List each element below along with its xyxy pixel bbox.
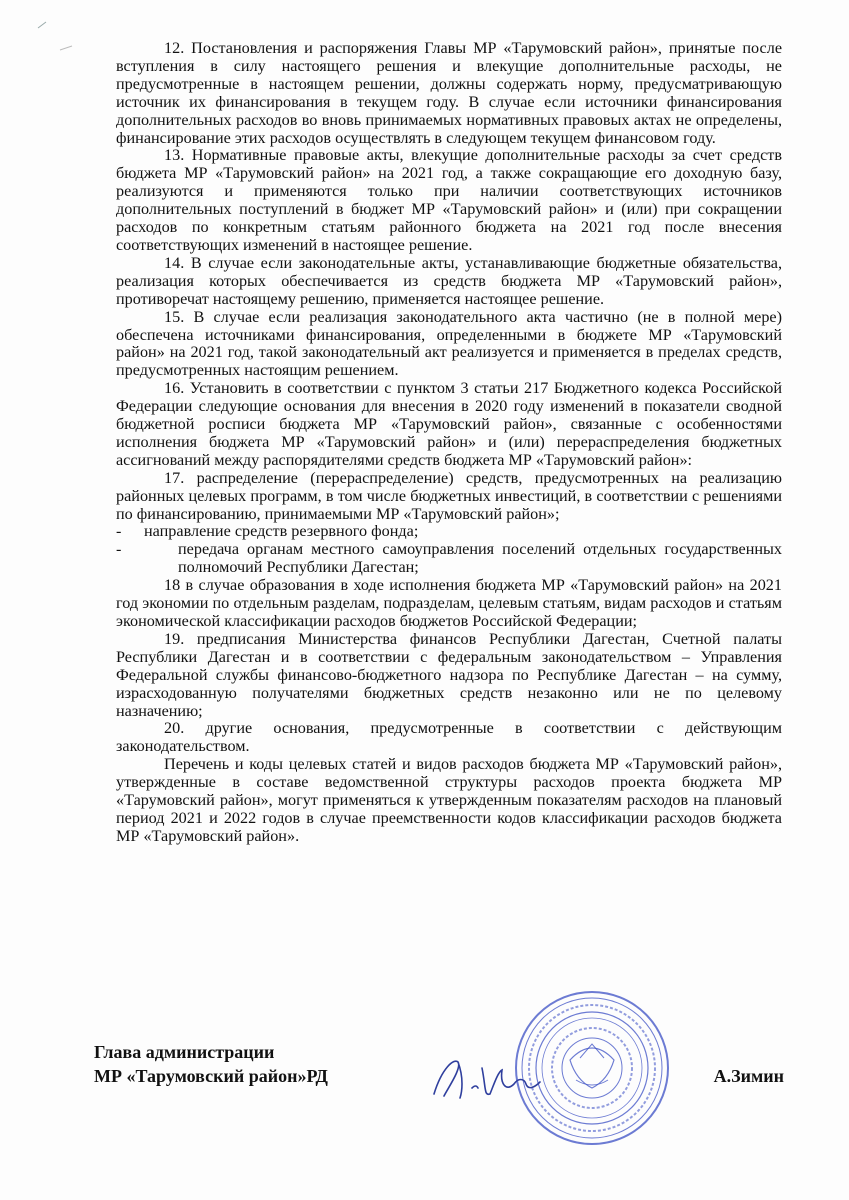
post-line-2: МР «Тарумовский район»РД [94, 1066, 328, 1086]
paragraph-19: 19. предписания Министерства финансов Республики Дагестан, Счетной палаты Республики Дагестан и в соответствии с федеральным законодательством – Управления Федеральной службы финансово-бюджетного надзора по Республике Дагестан – на сумму, израсходованную получателями бюджетных средств незаконно или не по целевому назначению; [116, 629, 782, 720]
signatory-name: А.Зимин [713, 1066, 784, 1086]
signature-block [94, 1040, 784, 1160]
dash-marker: - [116, 522, 122, 541]
paragraph-12: 12. Постановления и распоряжения Главы МР «Тарумовский район», принятые после вступления в силу настоящего решения и влекущие дополнительные расходы, не предусмотренные в настоящем решении, должны содержать норму, предусматривающую источник их финансирования в текущем году. В случае если источники финансирования дополнительных расходов во вновь принимаемых нормативных правовых актах не определены, финансирование этих расходов осуществлять в следующем текущем финансовом году. [116, 39, 782, 147]
dash-marker: - [116, 540, 122, 559]
scan-marks [30, 10, 90, 60]
list-item-text: передача органам местного самоуправления поселений отдельных государственных полномочий Республики Дагестан; [178, 540, 782, 577]
paragraph-18: 18 в случае образования в ходе исполнения бюджета МР «Тарумовский район» на 2021 год экономии по отдельным разделам, подразделам, целевым статьям, видам расходов и статьям экономической классификации расходов бюджетов Российской Федерации; [116, 576, 782, 630]
paragraph-15: 15. В случае если реализация законодательного акта частично (не в полной мере) обеспечена источниками финансирования, определенными в бюджете МР «Тарумовский район» на 2021 год, такой законодательный акт реализуется и применяется в пределах средств, предусмотренных настоящим решением. [116, 307, 782, 380]
list-item-text: направление средств резервного фонда; [144, 522, 419, 541]
document-body [116, 40, 782, 846]
handwritten-signature [424, 1048, 554, 1108]
signatory-post [94, 1040, 328, 1088]
paragraph-20: 20. другие основания, предусмотренные в соответствии с действующим законодательством. [116, 719, 782, 756]
post-line-1: Глава администрации [94, 1042, 275, 1062]
paragraph-final: Перечень и коды целевых статей и видов расходов бюджета МР «Тарумовский район», утвержденные в составе ведомственной структуры расходов проекта бюджета МР «Тарумовский район», могут применяться к утвержденным показателям расходов на плановый период 2021 и 2022 годов в случае преемственности кодов классификации расходов бюджета МР «Тарумовский район». [116, 755, 782, 845]
paragraph-17: 17. распределение (перераспределение) средств, предусмотренных на реализацию районных целевых программ, в том числе бюджетных инвестиций, в соответствии с решениями по финансированию, принимаемыми МР «Тарумовский район»; [116, 468, 782, 523]
paragraph-14: 14. В случае если законодательные акты, устанавливающие бюджетные обязательства, реализация которых обеспечивается из средств бюджета МР «Тарумовский район», противоречат настоящему решению, применяется настоящее решение. [116, 253, 782, 308]
paragraph-16: 16. Установить в соответствии с пунктом 3 статьи 217 Бюджетного кодекса Российской Федерации следующие основания для внесения в 2020 году изменений в показатели сводной бюджетной росписи бюджета МР «Тарумовский район», связанные с особенностями исполнения бюджета МР «Тарумовский район» и (или) перераспределения бюджетных ассигнований между распорядителями средств бюджета МР «Тарумовский район»: [116, 379, 782, 469]
list-item-transfer-powers [116, 541, 782, 577]
paragraph-13: 13. Нормативные правовые акты, влекущие дополнительные расходы за счет средств бюджета МР «Тарумовский район» на 2021 год, а также сокращающие его доходную базу, реализуются и применяются только при наличии соответствующих источников дополнительных поступлений в бюджет МР «Тарумовский район» и (или) при сокращении расходов по конкретным статьям районного бюджета на 2021 год после внесения соответствующих изменений в настоящее решение. [116, 146, 782, 254]
list-item-reserve-fund [116, 523, 782, 541]
